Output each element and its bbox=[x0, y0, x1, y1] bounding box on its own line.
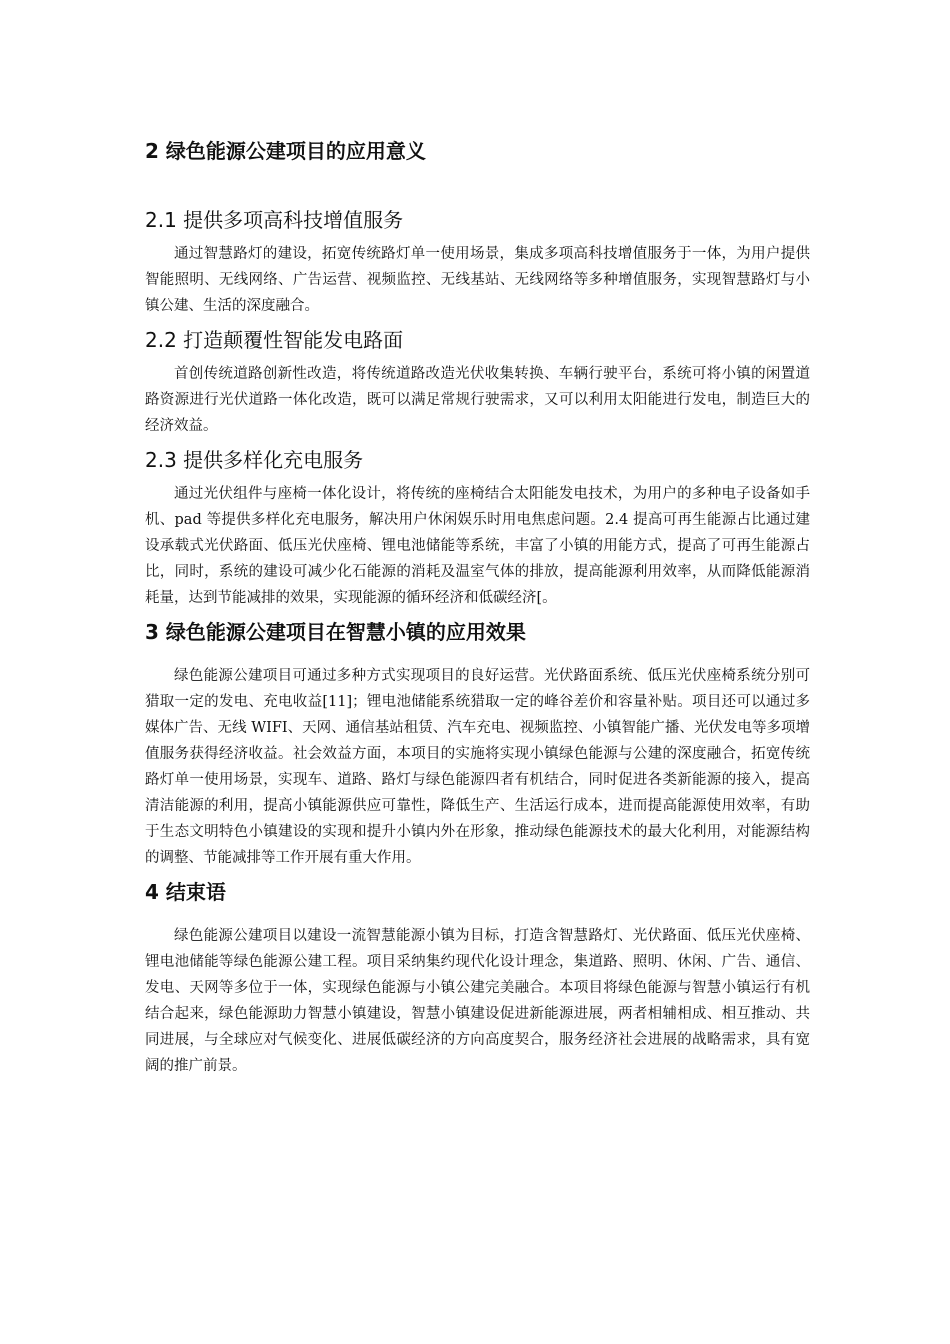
document-body bbox=[145, 128, 810, 1079]
section-2-3-heading: 2.3 提供多样化充电服务 bbox=[145, 448, 364, 472]
section-4-heading: 4 结束语 bbox=[145, 880, 226, 904]
section-2-3-paragraph: 通过光伏组件与座椅一体化设计，将传统的座椅结合太阳能发电技术，为用户的多种电子设备如手机、pad 等提供多样化充电服务，解决用户休闲娱乐时用电焦虑问题。2.4 提高可再生能源占比通过建设承载式光伏路面、低压光伏座椅、锂电池储能等系统，丰富了小镇的用能方式，提高了可再生能源占比，同时，系统的建设可减少化石能源的消耗及温室气体的排放，提高能源利用效率，从而降低能源消耗量，达到节能减排的效果，实现能源的循环经济和低碳经济[。 bbox=[145, 486, 810, 606]
section-3-heading: 3 绿色能源公建项目在智慧小镇的应用效果 bbox=[145, 620, 526, 644]
section-4-paragraph: 绿色能源公建项目以建设一流智慧能源小镇为目标，打造含智慧路灯、光伏路面、低压光伏座椅、锂电池储能等绿色能源公建工程。项目采纳集约现代化设计理念，集道路、照明、休闲、广告、通信、发电、天网等多位于一体，实现绿色能源与小镇公建完美融合。本项目将绿色能源与智慧小镇运行有机结合起来，绿色能源助力智慧小镇建设，智慧小镇建设促进新能源进展，两者相辅相成、相互推动、共同进展，与全球应对气候变化、进展低碳经济的方向高度契合，服务经济社会进展的战略需求，具有宽阔的推广前景。 bbox=[145, 928, 810, 1074]
section-2-1-paragraph: 通过智慧路灯的建设，拓宽传统路灯单一使用场景，集成多项高科技增值服务于一体，为用户提供智能照明、无线网络、广告运营、视频监控、无线基站、无线网络等多种增值服务，实现智慧路灯与小镇公建、生活的深度融合。 bbox=[145, 246, 810, 314]
section-2-2-heading: 2.2 打造颠覆性智能发电路面 bbox=[145, 328, 404, 352]
section-2-heading: 2 绿色能源公建项目的应用意义 bbox=[145, 139, 426, 163]
section-2-1-heading: 2.1 提供多项高科技增值服务 bbox=[145, 208, 404, 232]
section-3-paragraph: 绿色能源公建项目可通过多种方式实现项目的良好运营。光伏路面系统、低压光伏座椅系统分别可猎取一定的发电、充电收益[11]；锂电池储能系统猎取一定的峰谷差价和容量补贴。项目还可以通过多媒体广告、无线 WIFI、天网、通信基站租赁、汽车充电、视频监控、小镇智能广播、光伏发电等多项增值服务获得经济收益。社会效益方面，本项目的实施将实现小镇绿色能源与公建的深度融合，拓宽传统路灯单一使用场景，实现车、道路、路灯与绿色能源四者有机结合，同时促进各类新能源的接入，提高清洁能源的利用，提高小镇能源供应可靠性，降低生产、生活运行成本，进而提高能源使用效率，有助于生态文明特色小镇建设的实现和提升小镇内外在形象，推动绿色能源技术的最大化利用，对能源结构的调整、节能减排等工作开展有重大作用。 bbox=[145, 668, 810, 866]
section-2-2-paragraph: 首创传统道路创新性改造，将传统道路改造光伏收集转换、车辆行驶平台，系统可将小镇的闲置道路资源进行光伏道路一体化改造，既可以满足常规行驶需求，又可以利用太阳能进行发电，制造巨大的经济效益。 bbox=[145, 366, 810, 434]
